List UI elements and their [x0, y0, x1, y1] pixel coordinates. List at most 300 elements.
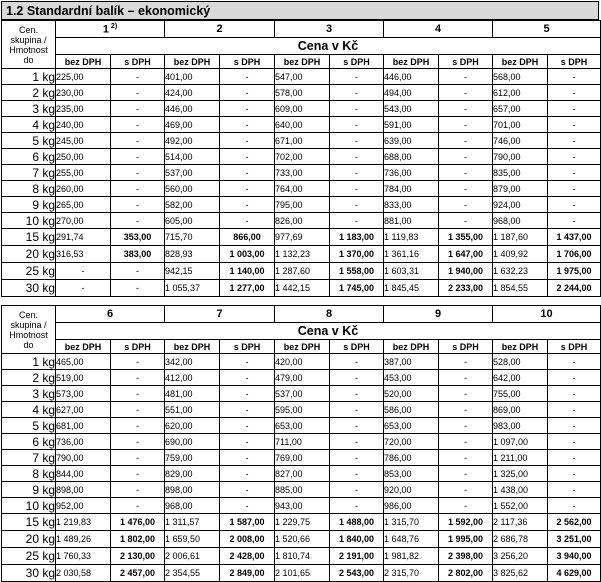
price-with-vat: 2 130,00 — [111, 548, 165, 565]
price-with-vat: - — [548, 466, 601, 482]
price-without-vat: 898,00 — [165, 482, 220, 498]
price-without-vat: 612,00 — [493, 85, 548, 101]
weight-cell: 6 kg — [2, 434, 56, 450]
column-header-with-vat: s DPH — [220, 340, 275, 354]
price-with-vat: 2 562,00 — [548, 514, 601, 531]
zone-number — [275, 306, 384, 323]
price-with-vat: - — [330, 181, 384, 197]
price-with-vat: - — [548, 85, 601, 101]
price-without-vat: 543,00 — [384, 101, 439, 117]
price-with-vat: - — [111, 402, 165, 418]
zone-header-row — [2, 21, 601, 38]
price-with-vat: - — [220, 482, 275, 498]
price-with-vat: 2 191,00 — [330, 548, 384, 565]
price-with-vat: - — [330, 197, 384, 213]
price-without-vat: - — [56, 263, 111, 280]
price-without-vat: 1 132,23 — [275, 246, 330, 263]
price-without-vat: 688,00 — [384, 149, 439, 165]
price-with-vat: 1 140,00 — [220, 263, 275, 280]
price-with-vat: 1 488,00 — [330, 514, 384, 531]
price-with-vat: - — [111, 354, 165, 370]
zone-label: 8 — [325, 308, 333, 320]
price-with-vat: 1 647,00 — [439, 246, 493, 263]
price-without-vat: 1 287,60 — [275, 263, 330, 280]
price-without-vat: 1 409,92 — [493, 246, 548, 263]
table-row — [2, 181, 601, 197]
table-row — [2, 514, 601, 531]
price-without-vat: 881,00 — [384, 213, 439, 229]
price-without-vat: 657,00 — [493, 101, 548, 117]
price-with-vat: - — [220, 149, 275, 165]
price-with-vat: - — [548, 482, 601, 498]
corner-label-line: Hmotnost — [9, 329, 48, 340]
price-without-vat: 568,00 — [493, 69, 548, 85]
price-with-vat: - — [330, 434, 384, 450]
column-header-with-vat: s DPH — [330, 55, 384, 69]
price-without-vat: 514,00 — [165, 149, 220, 165]
price-with-vat: 1 476,00 — [111, 514, 165, 531]
price-without-vat: 952,00 — [56, 498, 111, 514]
price-with-vat: - — [548, 498, 601, 514]
price-with-vat: - — [548, 133, 601, 149]
price-with-vat: - — [111, 85, 165, 101]
price-with-vat: 1 587,00 — [220, 514, 275, 531]
price-without-vat: 920,00 — [384, 482, 439, 498]
price-with-vat: - — [220, 354, 275, 370]
price-table — [1, 305, 601, 582]
price-header: Cena v Kč — [56, 323, 601, 340]
price-with-vat: - — [330, 213, 384, 229]
price-without-vat: 977,69 — [275, 229, 330, 246]
weight-cell: 4 kg — [2, 117, 56, 133]
price-without-vat: - — [56, 280, 111, 297]
price-with-vat: - — [548, 386, 601, 402]
price-without-vat: 879,00 — [493, 181, 548, 197]
price-without-vat: 1 097,00 — [493, 434, 548, 450]
price-with-vat: 1 277,00 — [220, 280, 275, 297]
price-without-vat: 853,00 — [384, 466, 439, 482]
price-with-vat: 1 592,00 — [439, 514, 493, 531]
price-with-vat: - — [220, 466, 275, 482]
price-without-vat: 446,00 — [384, 69, 439, 85]
price-without-vat: 446,00 — [165, 101, 220, 117]
price-with-vat: 2 244,00 — [548, 280, 601, 297]
price-with-vat: - — [330, 165, 384, 181]
price-with-vat: - — [111, 450, 165, 466]
price-without-vat: 560,00 — [165, 181, 220, 197]
price-without-vat: 833,00 — [384, 197, 439, 213]
page-title: 1.2 Standardní balík – ekonomický — [1, 1, 599, 20]
price-without-vat: 653,00 — [275, 418, 330, 434]
price-with-vat: - — [220, 402, 275, 418]
price-with-vat: 1 940,00 — [439, 263, 493, 280]
price-without-vat: 620,00 — [165, 418, 220, 434]
table-row — [2, 548, 601, 565]
column-header-without-vat: bez DPH — [275, 340, 330, 354]
zone-number — [275, 21, 384, 38]
price-with-vat: 4 629,00 — [548, 565, 601, 582]
price-without-vat: 595,00 — [275, 402, 330, 418]
table-row — [2, 229, 601, 246]
price-with-vat: - — [111, 370, 165, 386]
price-with-vat: - — [111, 165, 165, 181]
corner-label-line: skupina / — [10, 319, 47, 330]
zone-label: 4 — [434, 23, 442, 35]
price-without-vat: 2 686,78 — [493, 531, 548, 548]
price-without-vat: 401,00 — [165, 69, 220, 85]
price-with-vat: - — [111, 280, 165, 297]
price-without-vat: 759,00 — [165, 450, 220, 466]
price-without-vat: 1 552,00 — [493, 498, 548, 514]
price-with-vat: - — [111, 482, 165, 498]
price-without-vat: 316,53 — [56, 246, 111, 263]
price-with-vat: - — [220, 418, 275, 434]
price-without-vat: 481,00 — [165, 386, 220, 402]
price-with-vat: - — [220, 213, 275, 229]
price-without-vat: 420,00 — [275, 354, 330, 370]
column-header-with-vat: s DPH — [330, 340, 384, 354]
price-with-vat: - — [330, 101, 384, 117]
table-row — [2, 280, 601, 297]
price-without-vat: 537,00 — [165, 165, 220, 181]
price-without-vat: 769,00 — [275, 450, 330, 466]
price-without-vat: 681,00 — [56, 418, 111, 434]
price-without-vat: 591,00 — [384, 117, 439, 133]
price-without-vat: 827,00 — [275, 466, 330, 482]
price-with-vat: - — [111, 101, 165, 117]
price-with-vat: - — [330, 69, 384, 85]
price-with-vat: - — [548, 165, 601, 181]
price-without-vat: 642,00 — [493, 370, 548, 386]
price-without-vat: 1 854,55 — [493, 280, 548, 297]
price-without-vat: 795,00 — [275, 197, 330, 213]
column-header-with-vat: s DPH — [111, 55, 165, 69]
price-without-vat: 690,00 — [165, 434, 220, 450]
price-without-vat: 885,00 — [275, 482, 330, 498]
price-with-vat: 1 745,00 — [330, 280, 384, 297]
price-with-vat: 383,00 — [111, 246, 165, 263]
price-without-vat: 711,00 — [275, 434, 330, 450]
price-without-vat: 469,00 — [165, 117, 220, 133]
price-with-vat: 1 802,00 — [111, 531, 165, 548]
column-header-row — [2, 55, 601, 69]
zone-label: 3 — [325, 23, 333, 35]
price-with-vat: - — [548, 197, 601, 213]
column-header-without-vat: bez DPH — [56, 340, 111, 354]
price-with-vat: - — [220, 69, 275, 85]
table-row — [2, 85, 601, 101]
price-without-vat: 2 117,36 — [493, 514, 548, 531]
corner-label — [2, 306, 56, 354]
column-header-with-vat: s DPH — [548, 55, 601, 69]
zone-label: 5 — [543, 23, 550, 35]
price-with-vat: - — [548, 213, 601, 229]
zone-label: 2 — [216, 23, 223, 35]
zone-label: 10 — [540, 308, 553, 320]
price-without-vat: 1 219,83 — [56, 514, 111, 531]
price-with-vat: - — [439, 354, 493, 370]
price-without-vat: 520,00 — [384, 386, 439, 402]
table-row — [2, 197, 601, 213]
zone-number — [165, 306, 275, 323]
price-without-vat: 1 810,74 — [275, 548, 330, 565]
price-without-vat: 640,00 — [275, 117, 330, 133]
price-with-vat: - — [439, 466, 493, 482]
price-without-vat: 255,00 — [56, 165, 111, 181]
price-without-vat: 898,00 — [56, 482, 111, 498]
price-without-vat: 1 442,15 — [275, 280, 330, 297]
price-with-vat: - — [330, 418, 384, 434]
table-row — [2, 354, 601, 370]
weight-cell: 3 kg — [2, 101, 56, 117]
price-without-vat: 627,00 — [56, 402, 111, 418]
column-header-without-vat: bez DPH — [165, 340, 220, 354]
price-with-vat: 2 233,00 — [439, 280, 493, 297]
price-with-vat: - — [220, 117, 275, 133]
price-header-row — [2, 38, 601, 55]
price-without-vat: 983,00 — [493, 418, 548, 434]
price-without-vat: 528,00 — [493, 354, 548, 370]
price-with-vat: - — [220, 370, 275, 386]
weight-cell: 2 kg — [2, 85, 56, 101]
weight-cell: 1 kg — [2, 69, 56, 85]
price-without-vat: 968,00 — [493, 213, 548, 229]
table-row — [2, 165, 601, 181]
zone-label: 9 — [434, 308, 442, 320]
price-without-vat: 1 489,26 — [56, 531, 111, 548]
price-without-vat: 943,00 — [275, 498, 330, 514]
column-header-row — [2, 340, 601, 354]
price-with-vat: - — [548, 418, 601, 434]
price-without-vat: 790,00 — [56, 450, 111, 466]
column-header-without-vat: bez DPH — [384, 55, 439, 69]
price-with-vat: - — [220, 133, 275, 149]
price-with-vat: - — [220, 165, 275, 181]
price-without-vat: 986,00 — [384, 498, 439, 514]
price-without-vat: 519,00 — [56, 370, 111, 386]
price-with-vat: 3 940,00 — [548, 548, 601, 565]
price-with-vat: - — [111, 181, 165, 197]
price-without-vat: 1 119,83 — [384, 229, 439, 246]
price-without-vat: 653,00 — [384, 418, 439, 434]
price-without-vat: 1 315,70 — [384, 514, 439, 531]
price-without-vat: 605,00 — [165, 213, 220, 229]
price-without-vat: 826,00 — [275, 213, 330, 229]
price-with-vat: 1 183,00 — [330, 229, 384, 246]
column-header-without-vat: bez DPH — [384, 340, 439, 354]
weight-cell: 30 kg — [2, 280, 56, 297]
price-with-vat: 2 008,00 — [220, 531, 275, 548]
price-without-vat: 1 187,60 — [493, 229, 548, 246]
price-with-vat: - — [111, 418, 165, 434]
price-with-vat: - — [439, 450, 493, 466]
price-without-vat: 291,74 — [56, 229, 111, 246]
column-header-with-vat: s DPH — [111, 340, 165, 354]
price-with-vat: - — [330, 402, 384, 418]
price-with-vat: 1 003,00 — [220, 246, 275, 263]
price-without-vat: 1 659,50 — [165, 531, 220, 548]
price-with-vat: 1 706,00 — [548, 246, 601, 263]
price-without-vat: 2 315,70 — [384, 565, 439, 582]
table-row — [2, 418, 601, 434]
price-without-vat: 494,00 — [384, 85, 439, 101]
price-with-vat: - — [111, 498, 165, 514]
table-row — [2, 117, 601, 133]
price-with-vat: - — [220, 181, 275, 197]
corner-label — [2, 21, 56, 69]
corner-label-line: Cen. — [18, 309, 38, 320]
price-with-vat: - — [111, 386, 165, 402]
price-without-vat: 245,00 — [56, 133, 111, 149]
price-without-vat: 1 361,16 — [384, 246, 439, 263]
price-with-vat: - — [439, 69, 493, 85]
price-without-vat: 3 256,20 — [493, 548, 548, 565]
price-with-vat: 1 355,00 — [439, 229, 493, 246]
table-row — [2, 263, 601, 280]
table-row — [2, 386, 601, 402]
price-with-vat: - — [330, 466, 384, 482]
price-with-vat: - — [439, 181, 493, 197]
price-with-vat: - — [111, 149, 165, 165]
price-with-vat: - — [330, 149, 384, 165]
table-spacer — [1, 297, 599, 305]
price-without-vat: 547,00 — [275, 69, 330, 85]
price-without-vat: 1 438,00 — [493, 482, 548, 498]
price-with-vat: 2 398,00 — [439, 548, 493, 565]
price-header: Cena v Kč — [56, 38, 601, 55]
zone-number — [493, 21, 601, 38]
price-without-vat: 1 520,66 — [275, 531, 330, 548]
price-with-vat: - — [439, 197, 493, 213]
price-without-vat: 250,00 — [56, 149, 111, 165]
price-with-vat: - — [439, 165, 493, 181]
corner-label-line: Cen. — [18, 24, 38, 35]
price-with-vat: 2 802,00 — [439, 565, 493, 582]
zone-label: 1 — [102, 23, 109, 36]
price-with-vat: 1 558,00 — [330, 263, 384, 280]
price-without-vat: 453,00 — [384, 370, 439, 386]
zone-header-row — [2, 306, 601, 323]
price-without-vat: 1 311,57 — [165, 514, 220, 531]
price-with-vat: - — [111, 466, 165, 482]
price-with-vat: - — [111, 69, 165, 85]
price-without-vat: 1 845,45 — [384, 280, 439, 297]
price-with-vat: - — [330, 354, 384, 370]
price-without-vat: 924,00 — [493, 197, 548, 213]
price-with-vat: - — [439, 213, 493, 229]
weight-cell: 25 kg — [2, 263, 56, 280]
price-without-vat: 702,00 — [275, 149, 330, 165]
zone-number — [165, 21, 275, 38]
table-row — [2, 149, 601, 165]
weight-cell: 10 kg — [2, 498, 56, 514]
price-without-vat: 829,00 — [165, 466, 220, 482]
table-row — [2, 434, 601, 450]
price-without-vat: 240,00 — [56, 117, 111, 133]
price-without-vat: 784,00 — [384, 181, 439, 197]
price-without-vat: 573,00 — [56, 386, 111, 402]
price-without-vat: 586,00 — [384, 402, 439, 418]
price-without-vat: 551,00 — [165, 402, 220, 418]
price-without-vat: 387,00 — [384, 354, 439, 370]
price-with-vat: - — [220, 450, 275, 466]
price-with-vat: - — [330, 85, 384, 101]
price-with-vat: - — [111, 117, 165, 133]
price-with-vat: - — [548, 117, 601, 133]
price-without-vat: 412,00 — [165, 370, 220, 386]
price-with-vat: - — [330, 386, 384, 402]
price-document — [1, 1, 599, 582]
zone-number — [56, 21, 165, 38]
price-with-vat: - — [439, 402, 493, 418]
price-without-vat: 1 211,00 — [493, 450, 548, 466]
price-with-vat: - — [439, 418, 493, 434]
weight-cell: 2 kg — [2, 370, 56, 386]
price-with-vat: 1 370,00 — [330, 246, 384, 263]
price-with-vat: - — [548, 181, 601, 197]
price-with-vat: - — [439, 149, 493, 165]
price-without-vat: 671,00 — [275, 133, 330, 149]
weight-cell: 25 kg — [2, 548, 56, 565]
price-without-vat: 260,00 — [56, 181, 111, 197]
zone-number — [384, 21, 493, 38]
weight-cell: 7 kg — [2, 165, 56, 181]
table-row — [2, 565, 601, 582]
price-with-vat: - — [330, 117, 384, 133]
price-without-vat: 968,00 — [165, 498, 220, 514]
price-with-vat: - — [548, 434, 601, 450]
price-without-vat: 746,00 — [493, 133, 548, 149]
price-with-vat: 1 975,00 — [548, 263, 601, 280]
price-without-vat: 844,00 — [56, 466, 111, 482]
price-without-vat: 715,70 — [165, 229, 220, 246]
column-header-without-vat: bez DPH — [165, 55, 220, 69]
price-with-vat: - — [220, 386, 275, 402]
price-with-vat: - — [548, 354, 601, 370]
price-with-vat: - — [111, 133, 165, 149]
table-row — [2, 498, 601, 514]
price-without-vat: 3 825,62 — [493, 565, 548, 582]
price-with-vat: 2 543,00 — [330, 565, 384, 582]
price-with-vat: - — [439, 133, 493, 149]
price-with-vat: - — [220, 498, 275, 514]
weight-cell: 10 kg — [2, 213, 56, 229]
column-header-without-vat: bez DPH — [275, 55, 330, 69]
price-with-vat: - — [439, 386, 493, 402]
price-without-vat: 1 603,31 — [384, 263, 439, 280]
price-with-vat: - — [111, 434, 165, 450]
column-header-without-vat: bez DPH — [493, 340, 548, 354]
table-row — [2, 370, 601, 386]
price-with-vat: 1 840,00 — [330, 531, 384, 548]
column-header-with-vat: s DPH — [548, 340, 601, 354]
price-without-vat: 465,00 — [56, 354, 111, 370]
weight-cell: 5 kg — [2, 418, 56, 434]
corner-label-line: Hmotnost — [9, 44, 48, 55]
price-without-vat: 270,00 — [56, 213, 111, 229]
price-without-vat: 2 030,58 — [56, 565, 111, 582]
price-with-vat: 1 437,00 — [548, 229, 601, 246]
weight-cell: 30 kg — [2, 565, 56, 582]
price-with-vat: 2 428,00 — [220, 548, 275, 565]
price-with-vat: 2 457,00 — [111, 565, 165, 582]
price-without-vat: 424,00 — [165, 85, 220, 101]
price-with-vat: - — [111, 197, 165, 213]
price-with-vat: - — [330, 370, 384, 386]
price-without-vat: 1 981,82 — [384, 548, 439, 565]
price-header-row — [2, 323, 601, 340]
price-without-vat: 869,00 — [493, 402, 548, 418]
